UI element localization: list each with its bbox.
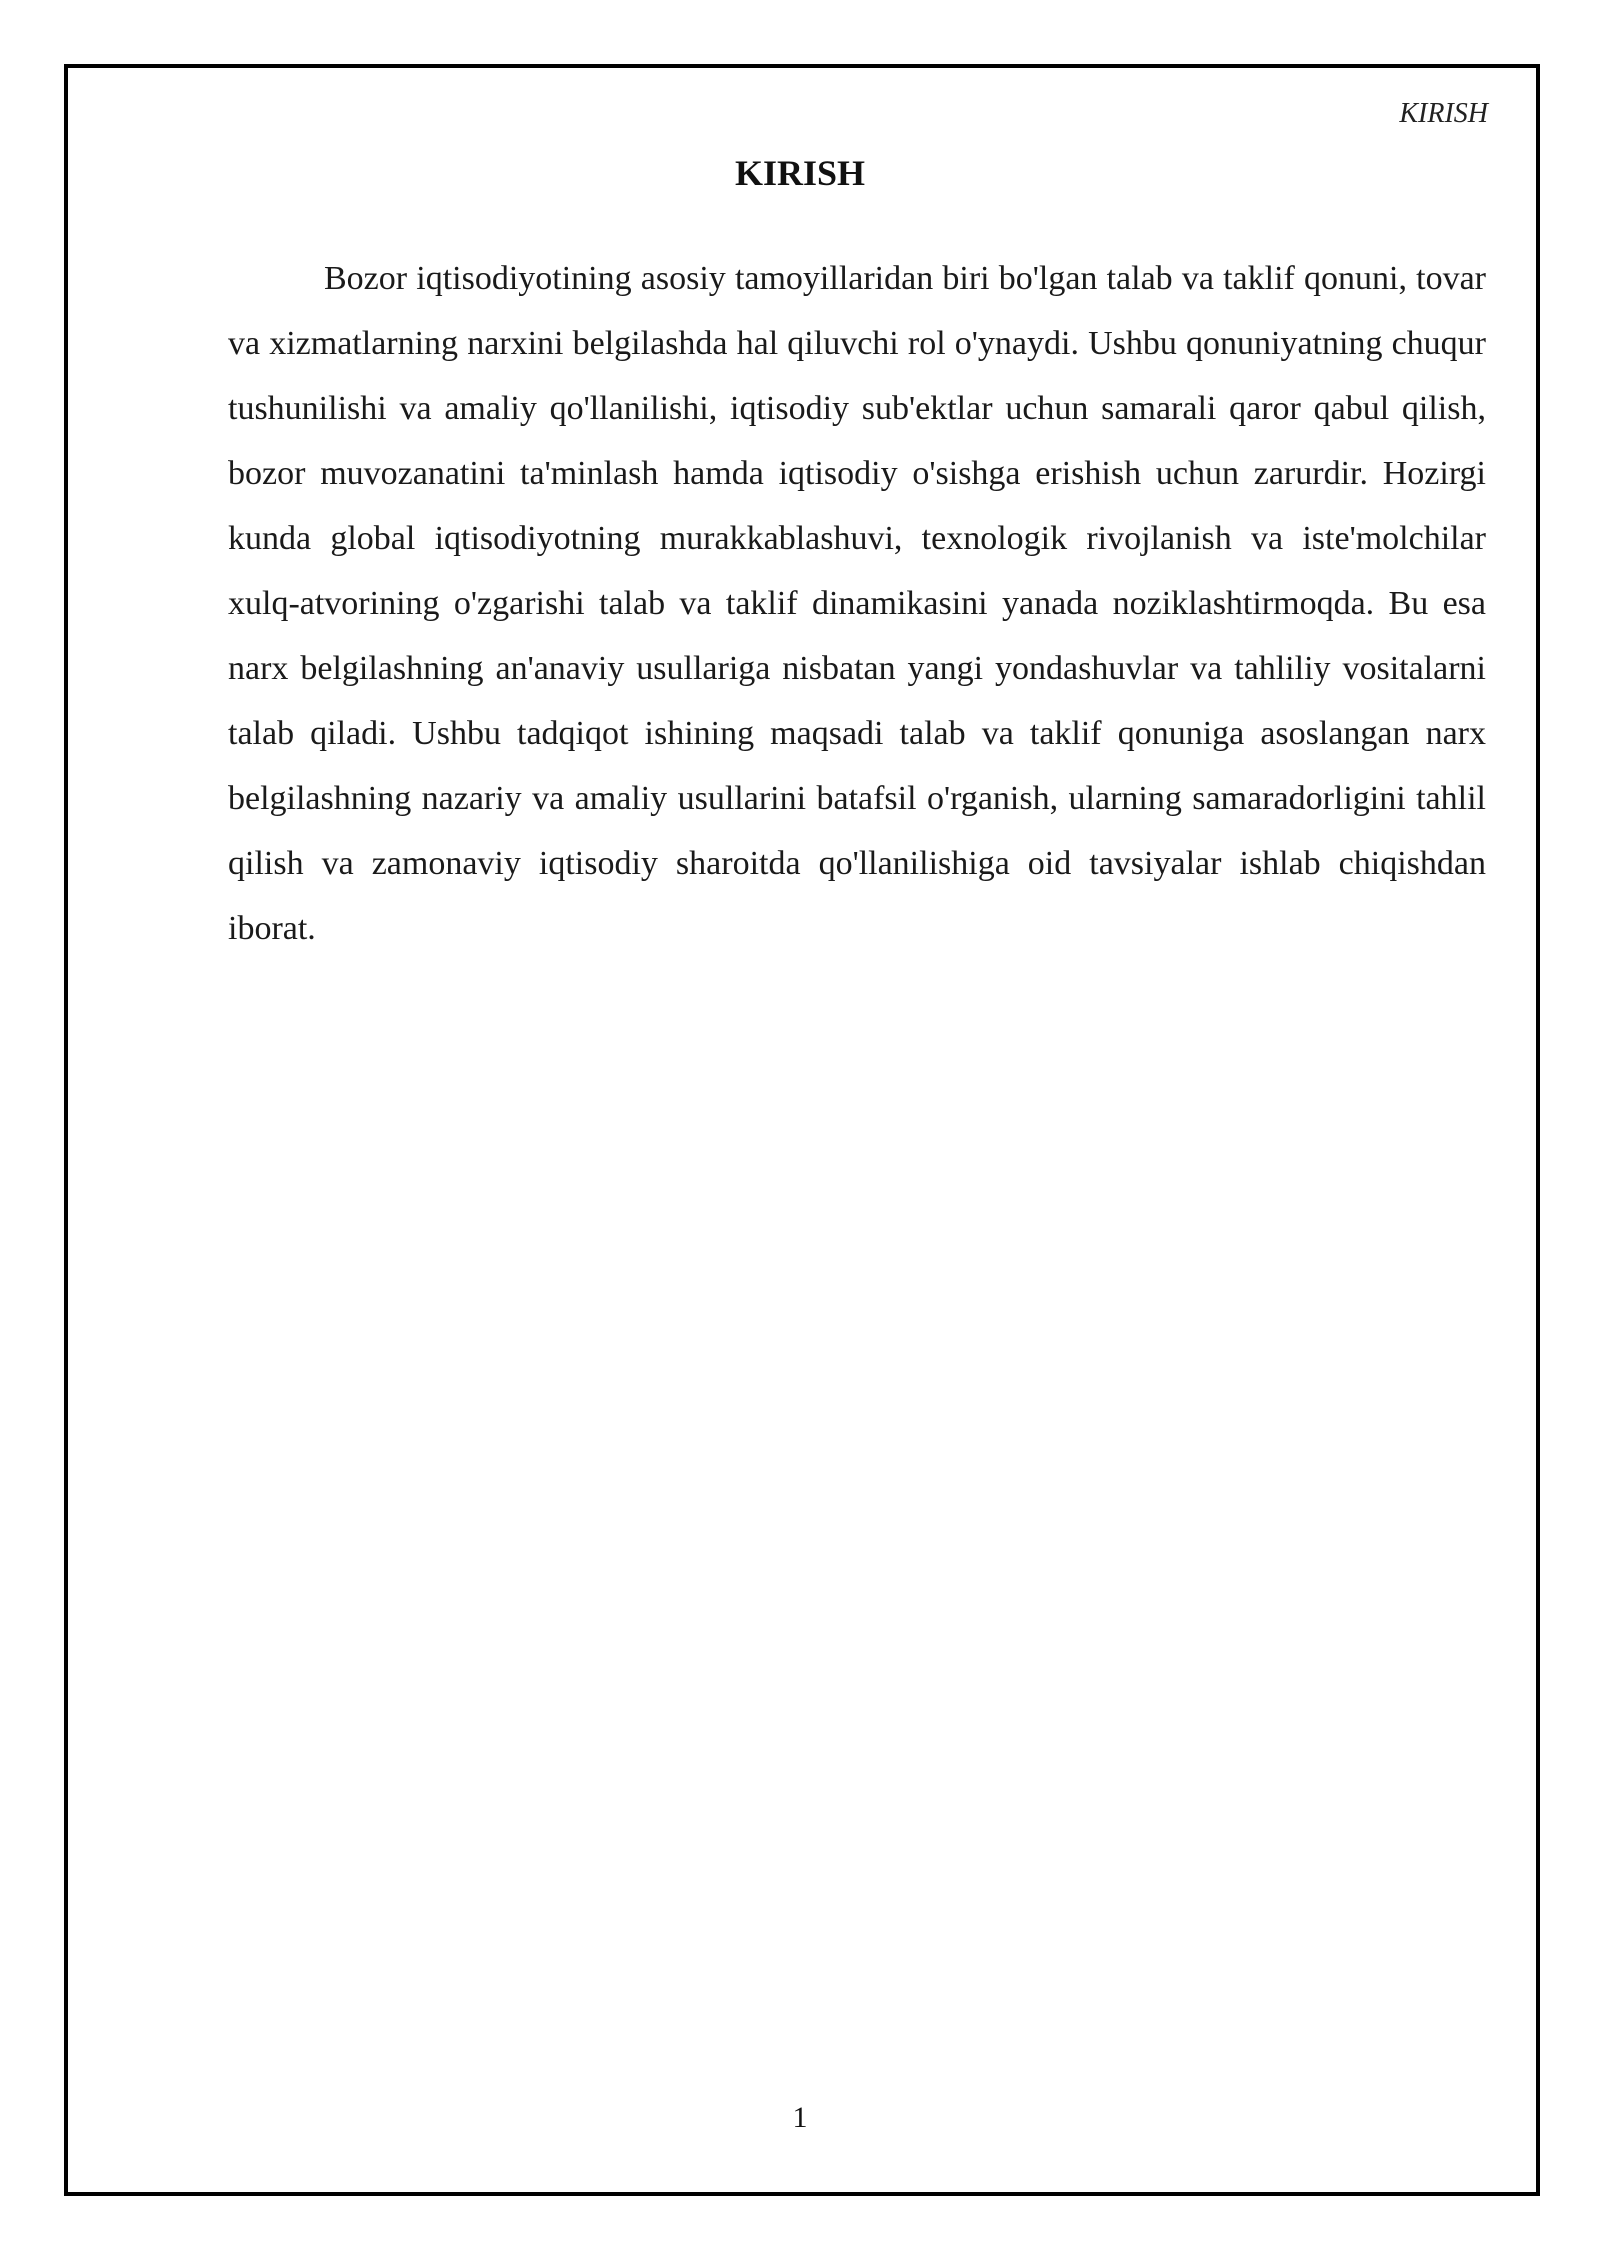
page-title: KIRISH (734, 153, 866, 193)
page-number: 1 (792, 2101, 808, 2134)
running-header: KIRISH (1399, 98, 1488, 129)
body-paragraph: Bozor iqtisodiyotining asosiy tamoyillaridan biri bo'lgan talab va taklif qonuni, tovar va xizmatlarning narxini belgilashda hal qiluvchi rol o'ynaydi. Ushbu qonuniyatning chuqur tushunilishi va amaliy qo'llanilishi, iqtisodiy sub'ektlar uchun samarali qaror qabul qilish, bozor muvozanatini ta'minlash hamda iqtisodiy o'sishga erishish uchun zarurdir. Hozirgi kunda global iqtisodiyotning murakkablashuvi, texnologik rivojlanish va iste'molchilar xulq-atvorining o'zgarishi talab va taklif dinamikasini yanada noziklashtirmoqda. Bu esa narx belgilashning an'anaviy usullariga nisbatan yangi yondashuvlar va tahliliy vositalarni talab qiladi. Ushbu tadqiqot ishining maqsadi talab va taklif qonuniga asoslangan narx belgilashning nazariy va amaliy usullarini batafsil o'rganish, ularning samaradorligini tahlil qilish va zamonaviy iqtisodiy sharoitda qo'llanilishiga oid tavsiyalar ishlab chiqishdan iborat. (228, 260, 1486, 947)
